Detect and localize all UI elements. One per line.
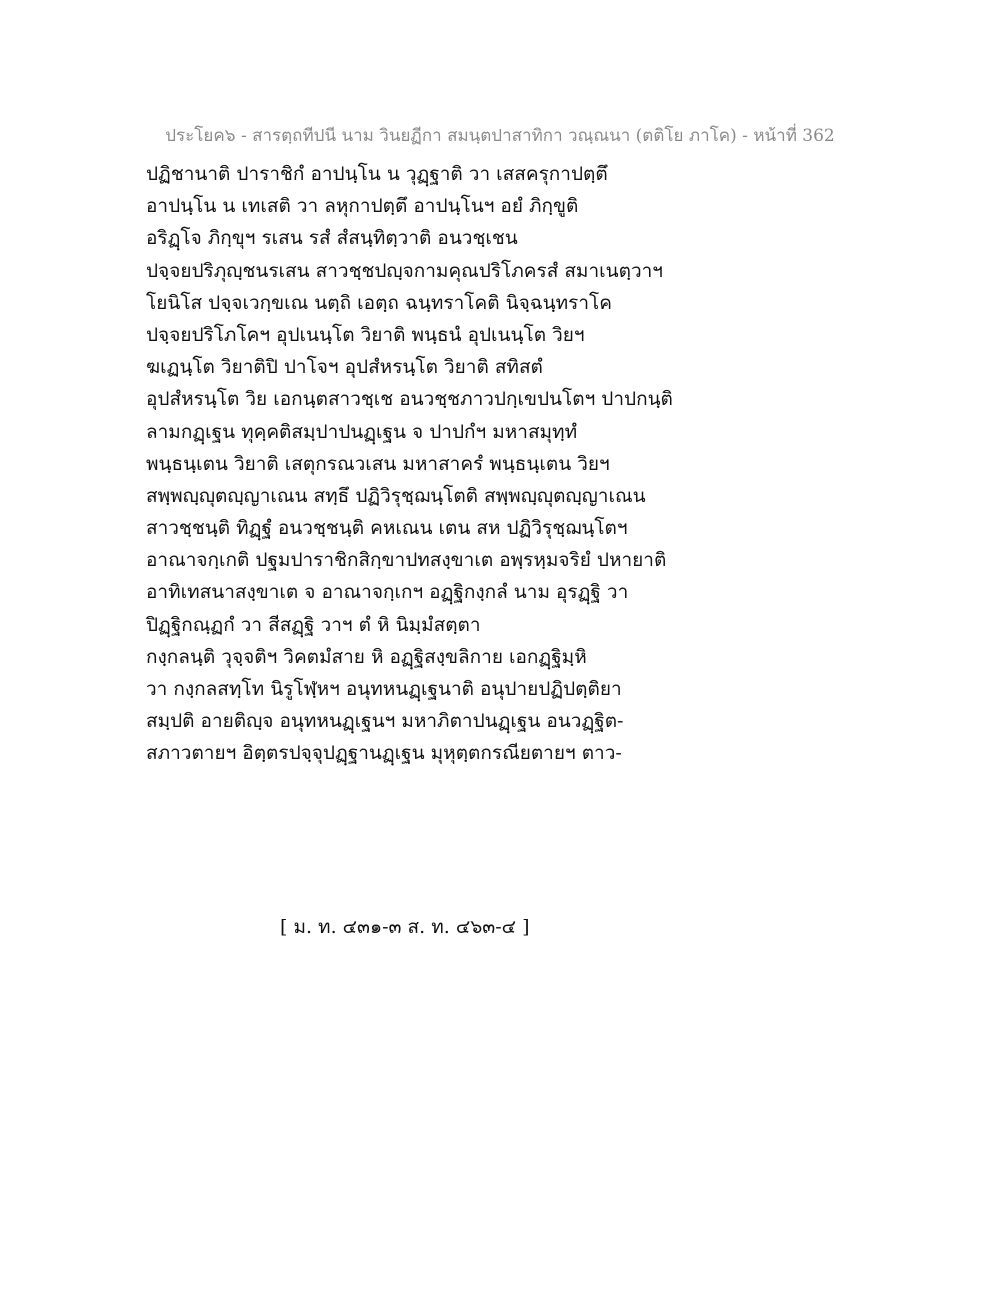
- text-line: กงฺกลนฺติ วุจฺจติฯ วิคตมํสาย หิ อฏฺฐิสงฺขลิกาย เอกฏฺฐิมฺหิ: [146, 645, 587, 668]
- text-line: วา กงฺกลสทฺโท นิรูโฬฺหฯ อนุทหนฏฺเฐนาติ อนุปายปฏิปตฺติยา: [146, 678, 622, 700]
- text-line: โยนิโส ปจฺจเวกฺขเณ นตฺถิ เอตฺถ ฉนฺทราโคติ นิจฺฉนฺทราโค: [146, 291, 612, 314]
- running-header-text: ประโยค๖ - สารตฺถทีปนี นาม วินยฏีกา สมนฺตปาสาทิกา วณฺณนา (ตติโย ภาโค) - หน้าที่ 362: [165, 126, 835, 146]
- text-line: สาวชฺชนฺติ ทิฏฺฐํ อนวชฺชนฺติ คหเณน เตน สห ปฏิวิรุชฺฌนฺโตฯ: [146, 517, 628, 540]
- text-line: อาทิเทสนาสงฺขาเต จ อาณาจกฺเกฯ อฏฺฐิกงฺกลํ นาม อุรฏฺฐิ วา: [146, 581, 629, 604]
- text-line: ลามกฏฺเฐน ทุคฺคติสมฺปาปนฏฺเฐน จ ปาปกํฯ มหาสมุทฺทํ: [146, 420, 578, 443]
- text-line: พนฺธนฺเตน วิยาติ เสตุกรณวเสน มหาสาครํ พนฺธนฺเตน วิยฯ: [146, 452, 610, 475]
- text-line: ปจฺจยปริโภโคฯ อุปเนนฺโต วิยาติ พนฺธนํ อุปเนนฺโต วิยฯ: [146, 323, 585, 346]
- body-text: [146, 158, 706, 770]
- text-line: ปฏิชานาติ ปาราชิกํ อาปนฺโน น วุฏฺฐาติ วา เสสครุกาปตฺตึ: [146, 163, 608, 185]
- text-line: อาณาจกฺเกติ ปฐมปาราชิกสิกฺขาปทสงฺขาเต อพฺรหฺมจริยํ ปหายาติ: [146, 549, 667, 572]
- text-line: ฆเฏนฺโต วิยาติปิ ปาโจฯ อุปสํหรนฺโต วิยาติ สทิสตํ: [146, 356, 543, 379]
- reference-citation: [ ม. ท. ๔๓๑-๓ ส. ท. ๔๖๓-๔ ]: [280, 916, 530, 938]
- text-line: ปิฏฺฐิกณฺฏกํ วา สีสฏฺฐิ วาฯ ตํ หิ นิมฺมํสตฺตา: [146, 613, 481, 636]
- text-line: อาปนฺโน น เทเสติ วา ลหุกาปตฺตึ อาปนฺโนฯ อยํ ภิกฺขูติ: [146, 195, 579, 218]
- text-line: อุปสํหรนฺโต วิย เอกนฺตสาวชฺเช อนวชฺชภาวปกฺเขปนโตฯ ปาปกนฺติ: [146, 388, 673, 411]
- text-line: ปจฺจยปริภุญฺชนรเสน สาวชฺชปญฺจกามคุณปริโภครสํ สมาเนตฺวาฯ: [146, 259, 663, 282]
- text-line: สพฺพญฺญุตญฺญาเณน สทฺธึ ปฏิวิรุชฺฌนฺโตติ สพฺพญฺญุตญฺญาเณน: [146, 484, 646, 507]
- running-header: [0, 122, 1000, 149]
- text-line: อริฏฺโจ ภิกฺขุฯ รเสน รสํ สํสนฺทิตฺวาติ อนวชฺเชน: [146, 227, 518, 250]
- text-line: สภาวตายฯ อิตฺตรปจฺจุปฏฺฐานฏฺเฐน มุหุตฺตกรณียตายฯ ตาว-: [146, 742, 622, 765]
- text-line: สมฺปติ อายติญฺจ อนุทหนฏฺเฐนฯ มหาภิตาปนฏฺเฐน อนวฏฺฐิต-: [146, 710, 624, 733]
